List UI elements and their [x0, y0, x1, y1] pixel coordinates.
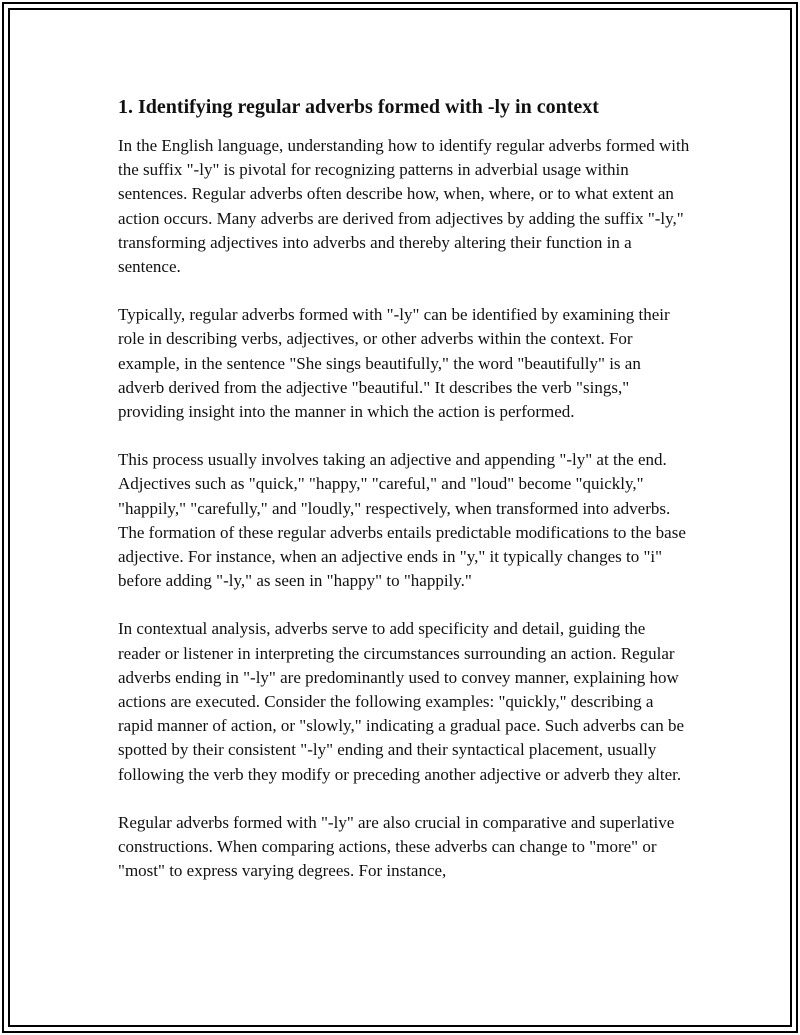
- paragraph-2: Typically, regular adverbs formed with "-ly" can be identified by examining their role in describing verbs, adjectives, or other adverbs within the context. For example, in the sentence "She sings beautifully," the word "beautifully" is an adverb derived from the adjective "beautiful." It describes the verb "sings," providing insight into the manner in which the action is performed.: [118, 305, 670, 422]
- paragraph-3: This process usually involves taking an adjective and appending "-ly" at the end. Adjectives such as "quick," "happy," "careful," and "loud" become "quickly," "happily," "carefully," and "loudly," respectively, when transformed into adverbs. The formation of these regular adverbs entails predictable modifications to the base adjective. For instance, when an adjective ends in "y," it typically changes to "i" before adding "-ly," as seen in "happy" to "happily.": [118, 450, 686, 591]
- document-body: [118, 94, 690, 907]
- paragraph-1: In the English language, understanding how to identify regular adverbs formed with the suffix "-ly" is pivotal for recognizing patterns in adverbial usage within sentences. Regular adverbs often describe how, when, where, or to what extent an action occurs. Many adverbs are derived from adjectives by adding the suffix "-ly," transforming adjectives into adverbs and thereby altering their function in a sentence.: [118, 136, 690, 277]
- paragraph-4: In contextual analysis, adverbs serve to add specificity and detail, guiding the reader or listener in interpreting the circumstances surrounding an action. Regular adverbs ending in "-ly" are predominantly used to convey manner, explaining how actions are executed. Consider the following examples: "quickly," describing a rapid manner of action, or "slowly," indicating a gradual pace. Such adverbs can be spotted by their consistent "-ly" ending and their syntactical placement, usually following the verb they modify or preceding another adjective or adverb they alter.: [118, 619, 685, 784]
- section-heading: 1. Identifying regular adverbs formed with -ly in context: [118, 96, 599, 118]
- paragraph-5: Regular adverbs formed with "-ly" are also crucial in comparative and superlative constructions. When comparing actions, these adverbs can change to "more" or "most" to express varying degrees. For instance,: [118, 812, 675, 881]
